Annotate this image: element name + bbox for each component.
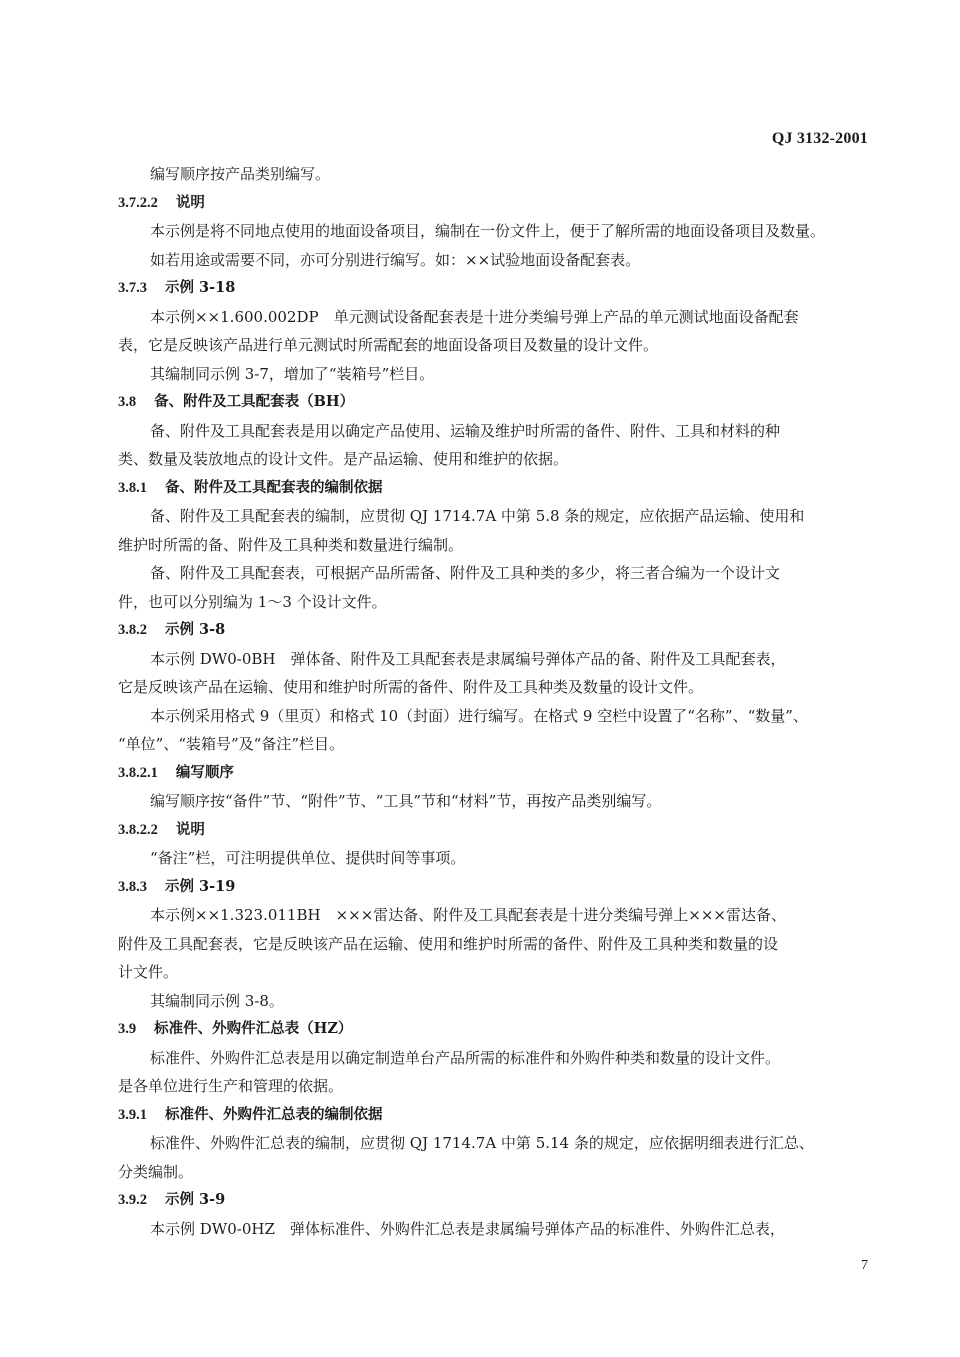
paragraph-continuation-line: 类、数量及装放地点的设计文件。是产品运输、使用和维护的依据。 [118,450,569,468]
document-body [118,160,870,1243]
section-title: 标准件、外购件汇总表的编制依据 [165,1105,383,1123]
section-title: 备、附件及工具配套表的编制依据 [165,478,383,496]
paragraph-continuation-line: 件，也可以分别编为 1～3 个设计文件。 [118,592,387,611]
section-heading [118,274,870,303]
paragraph-line: 编写顺序按产品类别编写。 [150,165,331,183]
section-heading [118,189,870,218]
paragraph-line: 其编制同示例 3-8。 [150,991,284,1010]
section-number: 3.9.1 [118,1106,147,1123]
section-heading [118,1015,870,1044]
section-number: 3.9.2 [118,1192,147,1208]
paragraph-line: 备、附件及工具配套表，可根据产品所需备、附件及工具种类的多少，将三者合编为一个设计文 [150,564,781,582]
section-number: 3.7.2.2 [118,194,158,211]
paragraph-line: 本示例 DW0-0HZ 弹体标准件、外购件汇总表是隶属编号弹体产品的标准件、外购件汇总表， [150,1219,785,1238]
paragraph-continuation-line: 它是反映该产品在运输、使用和维护时所需的备件、附件及工具种类及数量的设计文件。 [118,678,704,696]
section-number: 3.8.2.2 [118,821,158,838]
section-heading [118,1101,870,1130]
section-number: 3.8.2.1 [118,764,158,781]
paragraph-continuation-line: 计文件。 [118,963,179,981]
standard-number: QJ 3132-2001 [771,130,868,147]
section-title: 说明 [175,193,205,211]
section-heading [118,816,870,845]
section-title: 示例 3-8 [165,621,226,638]
section-title: 备、附件及工具配套表（BH） [154,393,355,410]
section-title: 说明 [175,820,205,838]
paragraph-continuation-line: “单位”、“装箱号”及“备注”栏目。 [118,735,345,753]
section-number: 3.7.3 [118,280,147,296]
paragraph-line: “备注”栏，可注明提供单位、提供时间等事项。 [150,849,466,867]
paragraph-line: 本示例采用格式 9（里页）和格式 10（封面）进行编写。在格式 9 空栏中设置了“名称”、“数量”、 [150,706,808,725]
paragraph-line: 备、附件及工具配套表的编制，应贯彻 QJ 1714.7A 中第 5.8 条的规定，应依据产品运输、使用和 [150,507,805,525]
section-heading [118,759,870,788]
paragraph-line: 标准件、外购件汇总表是用以确定制造单台产品所需的标准件和外购件种类和数量的设计文件。 [150,1048,781,1067]
paragraph-line: 备、附件及工具配套表是用以确定产品使用、运输及维护时所需的备件、附件、工具和材料的种 [150,421,781,440]
section-heading [118,474,870,503]
paragraph-line: 本示例××1.323.011BH ×××雷达备、附件及工具配套表是十进分类编号弹上×××雷达备、 [150,906,786,924]
paragraph-line: 编写顺序按“备件”节、“附件”节、“工具”节和“材料”节，再按产品类别编写。 [150,792,662,810]
paragraph-continuation-line: 维护时所需的备、附件及工具种类和数量进行编制。 [118,535,464,554]
paragraph-continuation-line: 是各单位进行生产和管理的依据。 [118,1077,344,1095]
section-title: 标准件、外购件汇总表（HZ） [154,1020,353,1037]
paragraph-line: 本示例××1.600.002DP 单元测试设备配套表是十进分类编号弹上产品的单元测试地面设备配套 [150,307,799,326]
section-title: 示例 3-9 [165,1191,226,1208]
paragraph-line: 本示例是将不同地点使用的地面设备项目，编制在一份文件上，便于了解所需的地面设备项目及数量。 [150,222,826,240]
section-heading [118,388,870,417]
paragraph-line: 其编制同示例 3-7，增加了“装箱号”栏目。 [150,364,435,383]
section-number: 3.9 [118,1021,137,1037]
paragraph-line: 如若用途或需要不同，亦可分别进行编写。如：××试验地面设备配套表。 [150,250,641,269]
section-heading [118,873,870,902]
paragraph-continuation-line: 表，它是反映该产品进行单元测试时所需配套的地面设备项目及数量的设计文件。 [118,336,659,354]
paragraph-line: 本示例 DW0-0BH 弹体备、附件及工具配套表是隶属编号弹体产品的备、附件及工具配套表， [150,649,786,668]
section-number: 3.8.3 [118,878,147,895]
section-title: 示例 3-18 [165,279,236,296]
section-number: 3.8 [118,394,137,410]
section-heading [118,1186,870,1215]
section-title: 编写顺序 [175,763,234,781]
paragraph-continuation-line: 附件及工具配套表，它是反映该产品在运输、使用和维护时所需的备件、附件及工具种类和数量的设 [118,934,779,953]
section-number: 3.8.2 [118,622,147,638]
section-heading [118,616,870,645]
section-title: 示例 3-19 [165,877,236,895]
paragraph-line: 标准件、外购件汇总表的编制，应贯彻 QJ 1714.7A 中第 5.14 条的规定，应依据明细表进行汇总、 [150,1134,814,1152]
paragraph-continuation-line: 分类编制。 [118,1162,194,1181]
section-number: 3.8.1 [118,479,147,496]
page-number: 7 [861,1258,868,1273]
